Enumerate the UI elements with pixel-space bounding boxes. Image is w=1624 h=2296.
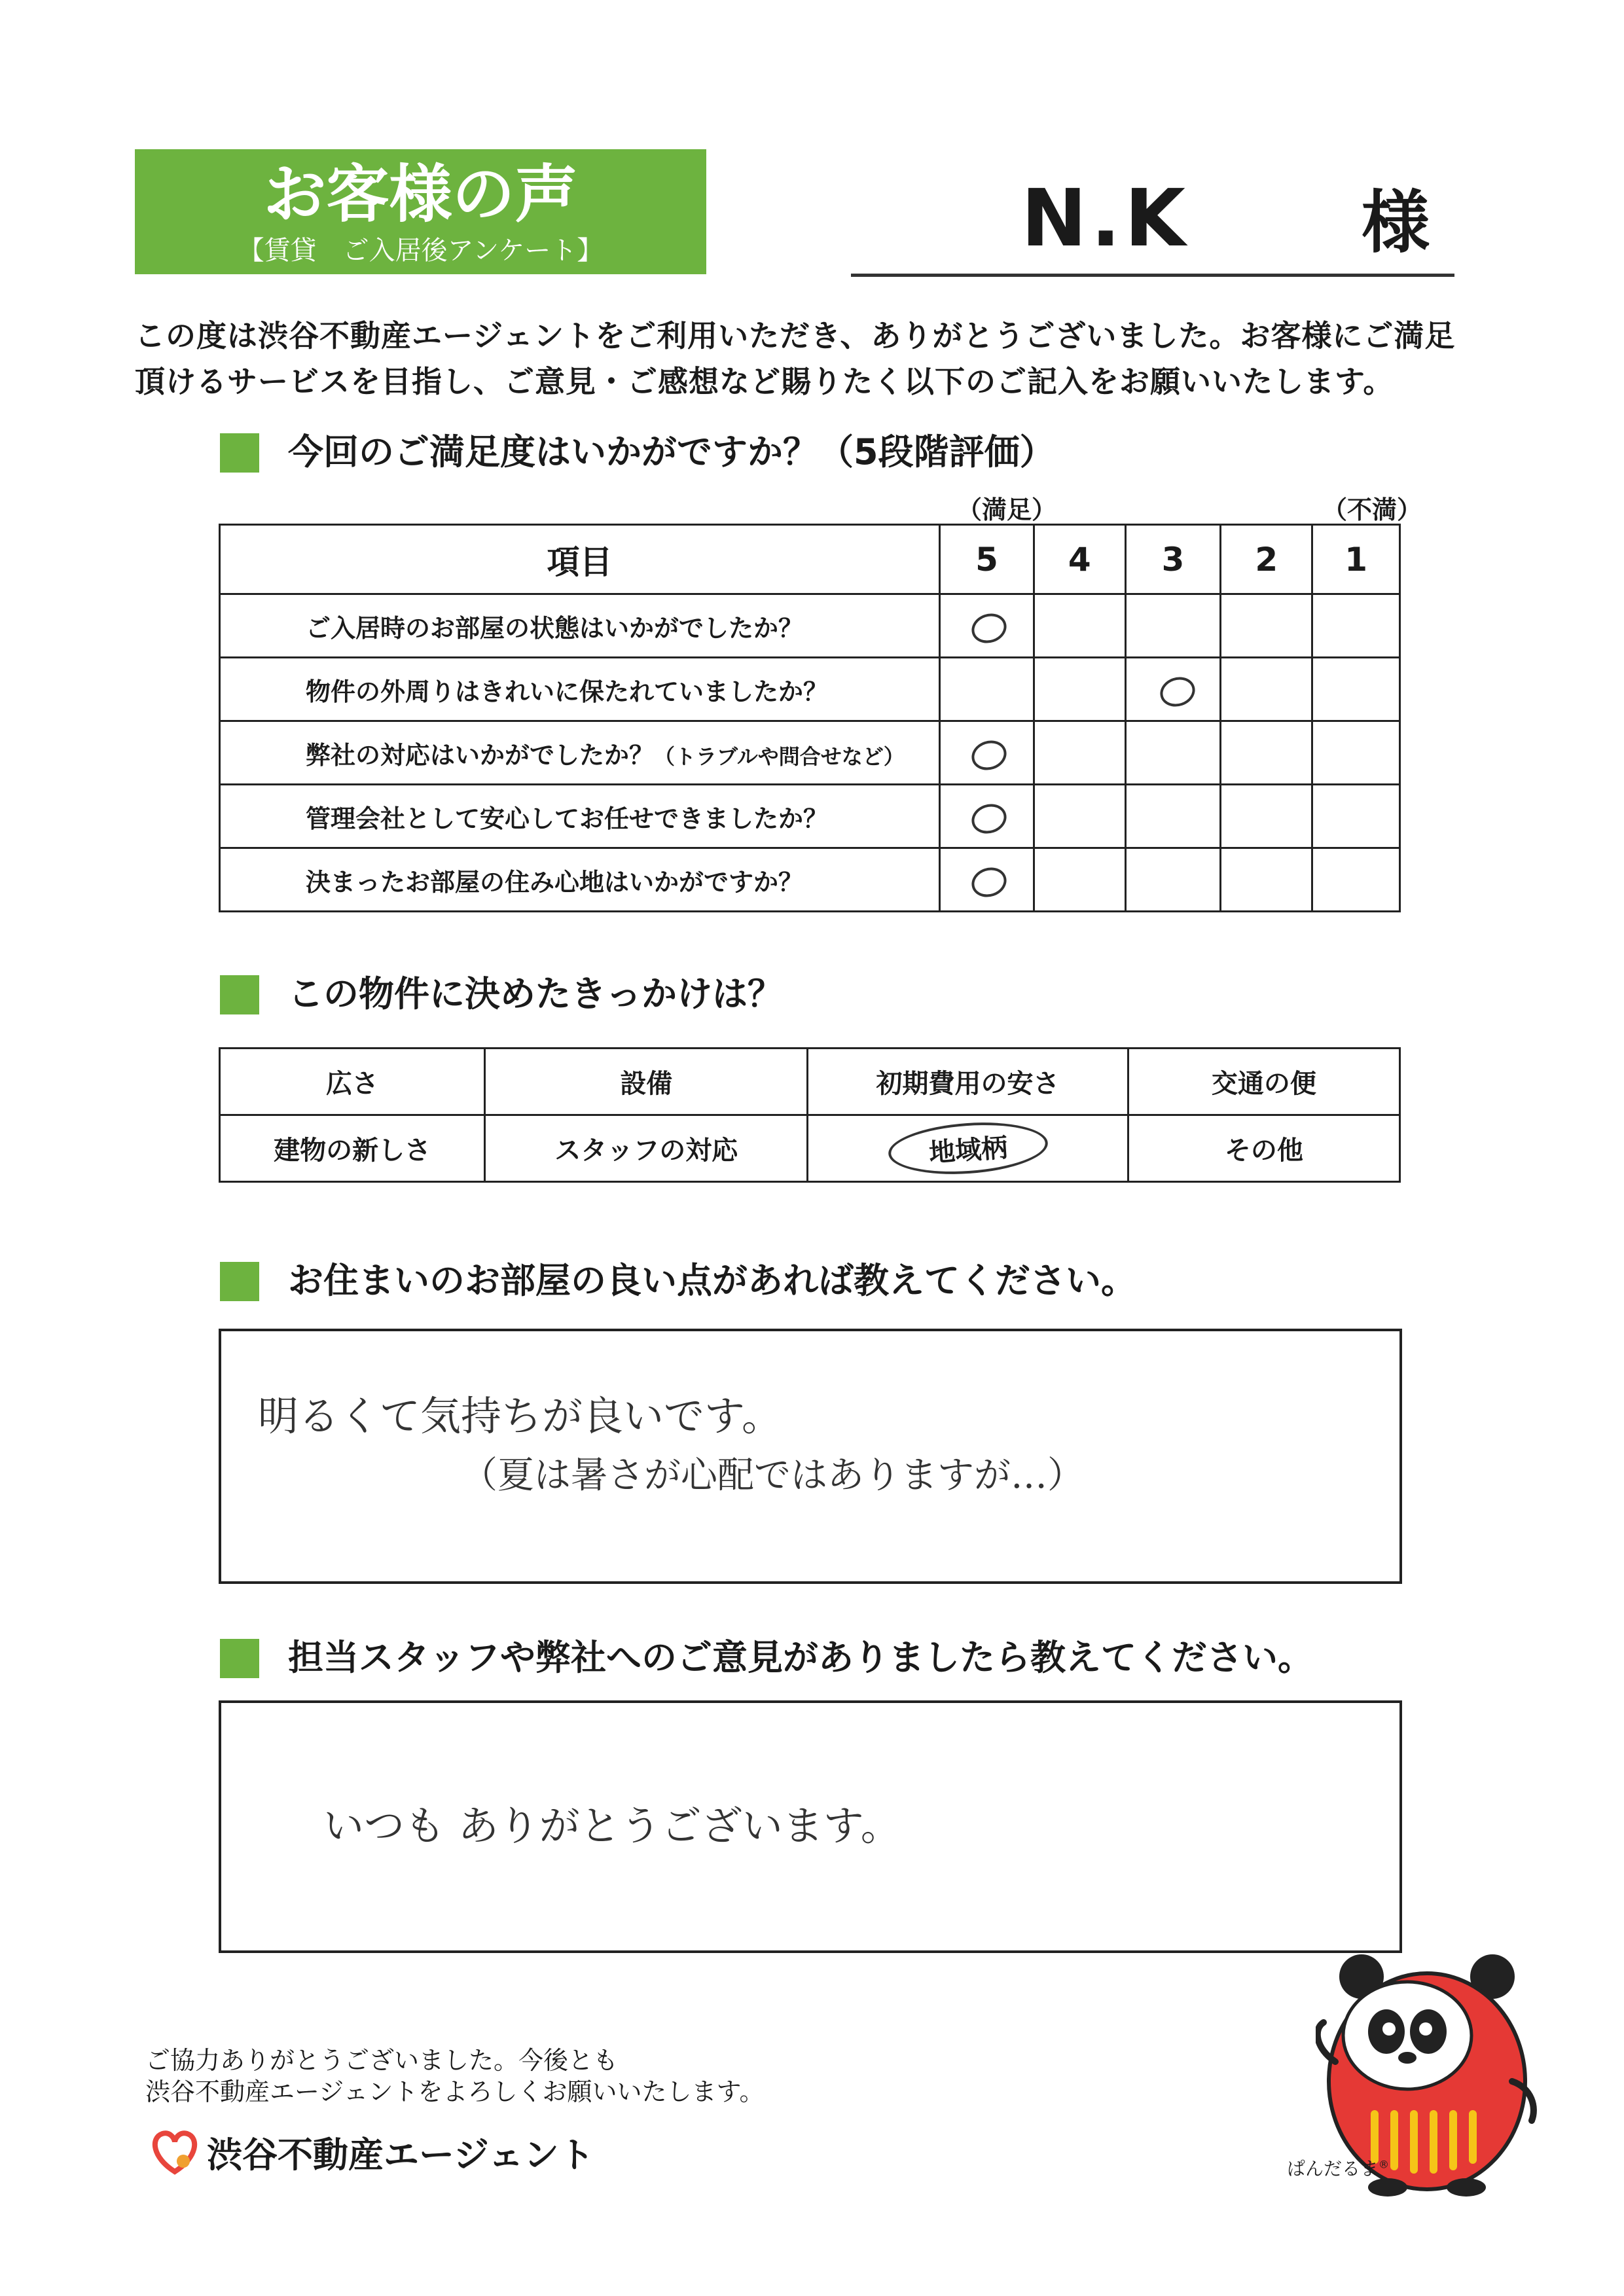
- reason-option[interactable]: 交通の便: [1128, 1049, 1399, 1115]
- column-2: 2: [1221, 525, 1312, 594]
- reason-title: この物件に決めたきっかけは？: [288, 973, 783, 1014]
- table-row: [220, 1115, 1400, 1182]
- mascot-mark: ®: [1379, 2158, 1390, 2171]
- column-4: 4: [1034, 525, 1125, 594]
- question-note: （トラブルや問合せなど）: [654, 744, 905, 769]
- rating-cell-3[interactable]: [1125, 785, 1221, 848]
- intro-text: この度は渋谷不動産エージェントをご利用いただき、ありがとうございました。お客様にご満足頂けるサービスを目指し、ご意見・ご感想など賜りたく以下のご記入をお願いいたします。: [135, 318, 1456, 399]
- reason-option[interactable]: スタッフの対応: [485, 1115, 808, 1182]
- rating-cell-2[interactable]: [1221, 721, 1312, 785]
- table-row: [220, 1049, 1400, 1115]
- company-logo-icon: [145, 2125, 204, 2177]
- question-text: 決まったお部屋の住み心地はいかがですか？: [220, 848, 940, 912]
- column-5: 5: [940, 525, 1034, 594]
- table-row: [220, 658, 1400, 721]
- rating-cell-2[interactable]: [1221, 848, 1312, 912]
- label-satisfied: （満足）: [957, 495, 1057, 524]
- mascot-name-text: ぱんだるま: [1287, 2158, 1379, 2179]
- reason-table: [219, 1047, 1401, 1183]
- reason-option[interactable]: 初期費用の安さ: [808, 1049, 1128, 1115]
- customer-name: N.K: [1021, 173, 1190, 264]
- column-3: 3: [1125, 525, 1221, 594]
- table-row: [220, 785, 1400, 848]
- good-points-answer-box[interactable]: [219, 1329, 1402, 1584]
- question-text: ご入居時のお部屋の状態はいかがでしたか？: [220, 594, 940, 658]
- reason-option[interactable]: 建物の新しさ: [220, 1115, 485, 1182]
- rating-cell-2[interactable]: [1221, 658, 1312, 721]
- page-title: お客様の声: [263, 158, 578, 231]
- reason-option-selected[interactable]: [808, 1115, 1128, 1182]
- rating-cell-3[interactable]: [1125, 721, 1221, 785]
- column-item: 項目: [220, 525, 940, 594]
- table-row: [220, 721, 1400, 785]
- opinions-answer: いつも ありがとうございます。: [323, 1802, 901, 1850]
- table-row: [220, 594, 1400, 658]
- selected-circle: 地域柄: [886, 1118, 1049, 1179]
- reason-option[interactable]: 設備: [485, 1049, 808, 1115]
- rating-cell-2[interactable]: [1221, 785, 1312, 848]
- opinions-title: 担当スタッフや弊社へのご意見がありましたら教えてください。: [288, 1637, 1313, 1678]
- good-points-line2: （夏は暑さが心配ではありますが…）: [461, 1454, 1084, 1497]
- rating-cell-4[interactable]: [1034, 785, 1125, 848]
- section-marker: [220, 1639, 259, 1678]
- opinions-answer-box[interactable]: [219, 1700, 1402, 1953]
- rating-cell-4[interactable]: [1034, 594, 1125, 658]
- mascot-name: [1287, 2155, 1389, 2181]
- company-logo-text: 渋谷不動産エージェント: [207, 2134, 594, 2176]
- rating-cell-2[interactable]: [1221, 594, 1312, 658]
- rating-cell-5[interactable]: [940, 658, 1034, 721]
- section-marker: [220, 1262, 259, 1301]
- footer-thanks-1: ご協力ありがとうございました。今後とも: [145, 2046, 619, 2075]
- rating-cell-4[interactable]: [1034, 721, 1125, 785]
- title-banner: [135, 149, 706, 274]
- rating-cell-1[interactable]: [1312, 848, 1400, 912]
- question-text: 管理会社として安心してお任せできましたか？: [220, 785, 940, 848]
- rating-cell-1[interactable]: [1312, 721, 1400, 785]
- rating-cell-4[interactable]: [1034, 848, 1125, 912]
- rating-cell-1[interactable]: [1312, 594, 1400, 658]
- page-subtitle: 【賃貸 ご入居後アンケート】: [238, 236, 604, 266]
- section-marker: [220, 433, 259, 473]
- satisfaction-title: 今回のご満足度はいかがですか？（5段階評価）: [288, 431, 1055, 473]
- rating-cell-1[interactable]: [1312, 658, 1400, 721]
- customer-honorific: 様: [1362, 183, 1430, 262]
- column-1: 1: [1312, 525, 1400, 594]
- section-marker: [220, 975, 259, 1014]
- label-dissatisfied: （不満）: [1322, 495, 1422, 524]
- table-header-row: [220, 525, 1400, 594]
- question-cell: [220, 721, 940, 785]
- reason-option[interactable]: その他: [1128, 1115, 1399, 1182]
- reason-option[interactable]: 広さ: [220, 1049, 485, 1115]
- good-points-title: お住まいのお部屋の良い点があれば教えてください。: [288, 1260, 1136, 1301]
- name-underline: [851, 274, 1454, 277]
- table-row: [220, 848, 1400, 912]
- question-text: 物件の外周りはきれいに保たれていましたか？: [220, 658, 940, 721]
- satisfaction-table: [219, 524, 1401, 912]
- rating-cell-1[interactable]: [1312, 785, 1400, 848]
- rating-cell-3[interactable]: [1125, 594, 1221, 658]
- footer-thanks-2: 渋谷不動産エージェントをよろしくお願いいたします。: [145, 2077, 765, 2106]
- good-points-line1: 明るくて気持ちが良いです。: [258, 1392, 783, 1440]
- rating-cell-3[interactable]: [1125, 848, 1221, 912]
- question-text: 弊社の対応はいかがでしたか？: [306, 740, 655, 770]
- rating-cell-4[interactable]: [1034, 658, 1125, 721]
